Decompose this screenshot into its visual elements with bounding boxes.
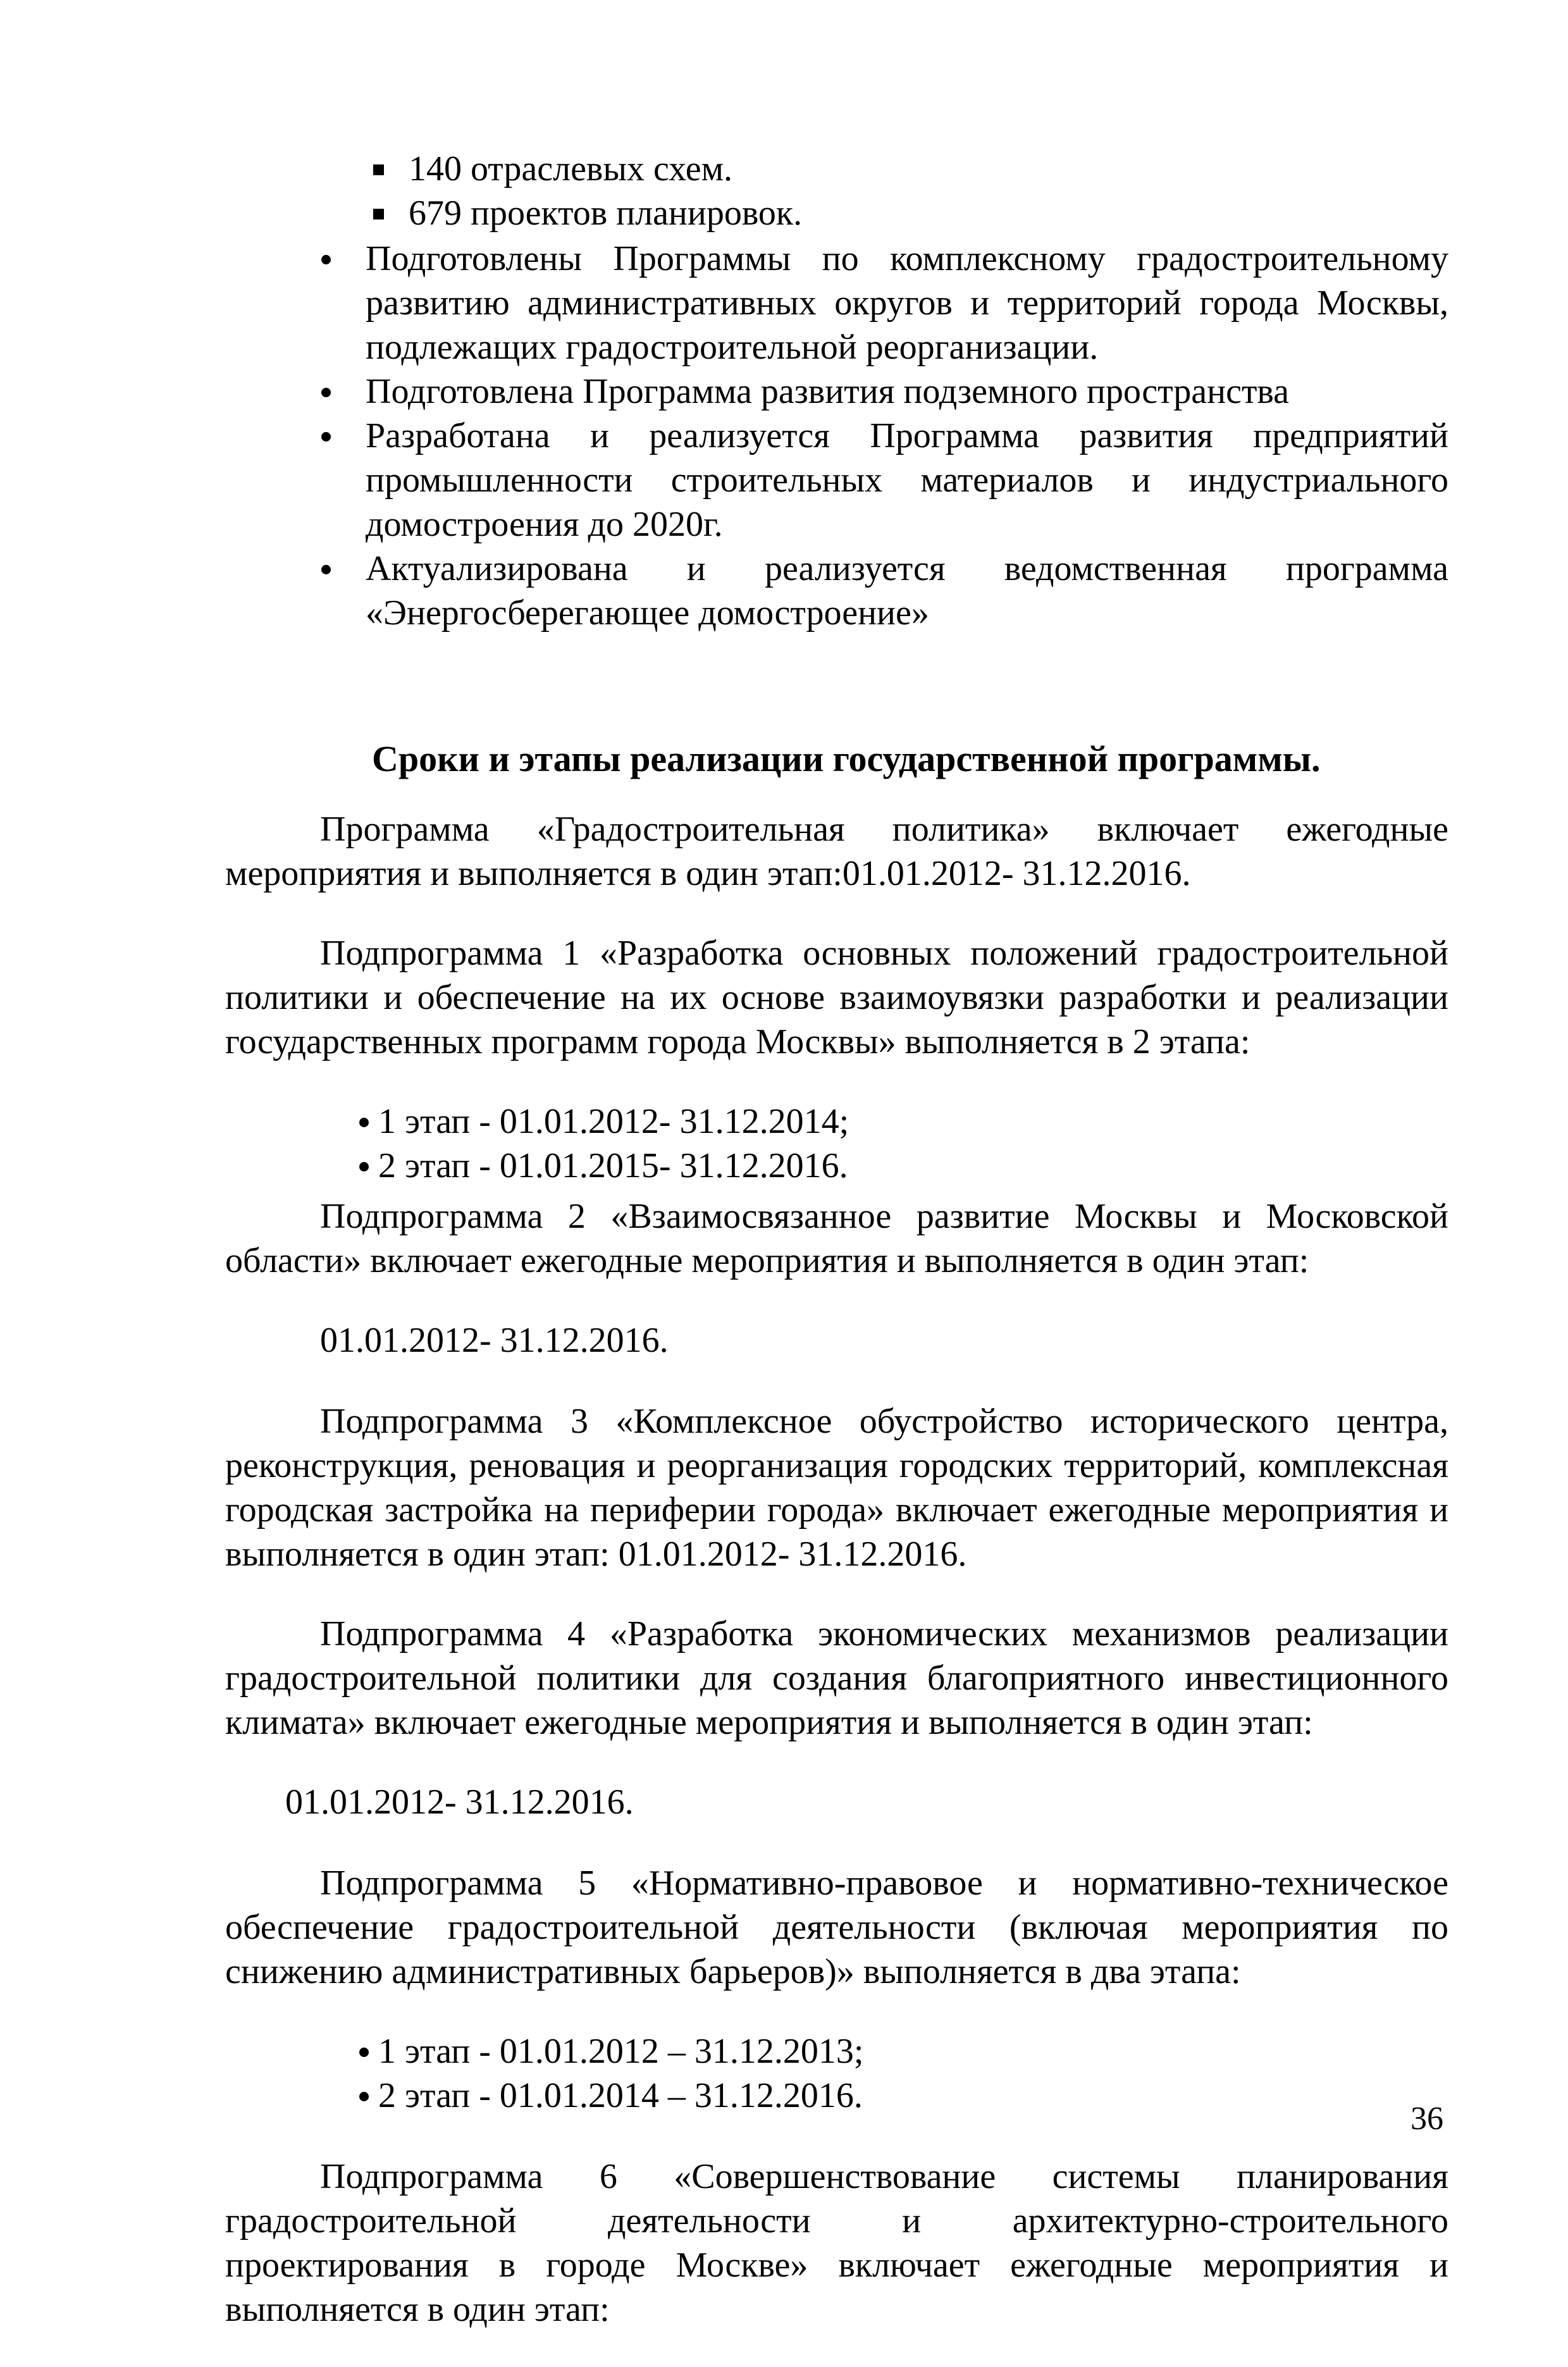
list-item xyxy=(225,369,1448,414)
paragraph-subprogram-2: Подпрограмма 2 «Взаимосвязанное развитие Москвы и Московской области» включает ежегодные мероприятия и выполняется в один этап: xyxy=(225,1197,1448,1280)
round-bullet-icon xyxy=(359,2048,369,2057)
round-bullet-icon xyxy=(321,255,331,264)
page-number: 36 xyxy=(1411,2101,1443,2137)
paragraph-subprogram-6: Подпрограмма 6 «Совершенствование системы планирования градостроительной деятельности и архитектурно-строительного проектирования в городе Москве» включает ежегодные мероприятия и выполняется в один этап: xyxy=(225,2157,1448,2329)
date-range: 01.01.2012- 31.12.2016. xyxy=(285,1783,634,1822)
sub-list-item-text: 679 проектов планировок. xyxy=(409,194,803,233)
stage-text: 1 этап - 01.01.2012- 31.12.2014; xyxy=(378,1102,849,1141)
stage-item xyxy=(225,2029,1448,2073)
paragraph-subprogram-3: Подпрограмма 3 «Комплексное обустройство исторического центра, реконструкция, реновация и реорганизация городских территорий, комплексная городская застройка на периферии города» включает ежегодные мероприятия и выполняется в один этап: 01.01.2012- 31.12.2016. xyxy=(225,1402,1448,1574)
list-item-text: Актуализирована и реализуется ведомственная программа «Энергосберегающее домостроение» xyxy=(366,549,1448,633)
sub-list-item xyxy=(225,191,1448,235)
round-bullet-icon xyxy=(359,1118,369,1127)
list-item-text: Подготовлена Программа развития подземного пространства xyxy=(366,372,1289,411)
round-bullet-icon xyxy=(321,432,331,442)
list-item-text: Разработана и реализуется Программа развития предприятий промышленности строительных материалов и индустриального домостроения до 2020г. xyxy=(366,416,1448,544)
square-bullet-icon xyxy=(373,209,384,219)
stage-item xyxy=(225,1099,1448,1144)
paragraph-subprogram-1: Подпрограмма 1 «Разработка основных положений градостроительной политики и обеспечение на их основе взаимоувязки разработки и реализации государственных программ города Москвы» выполняется в 2 этапа: xyxy=(225,934,1448,1061)
list-item xyxy=(225,414,1448,547)
round-bullet-icon xyxy=(321,565,331,574)
stage-item xyxy=(225,2073,1448,2118)
page-content xyxy=(225,147,1448,2367)
date-range: 01.01.2012- 31.12.2016. xyxy=(320,1321,669,1360)
stage-item xyxy=(225,1144,1448,1188)
square-bullet-icon xyxy=(373,164,384,175)
stage-text: 2 этап - 01.01.2014 – 31.12.2016. xyxy=(378,2076,863,2115)
stage-text: 2 этап - 01.01.2015- 31.12.2016. xyxy=(378,1146,848,1185)
round-bullet-icon xyxy=(321,388,331,397)
round-bullet-icon xyxy=(359,2092,369,2101)
sub-list-item xyxy=(225,147,1448,191)
paragraph-subprogram-5: Подпрограмма 5 «Нормативно-правовое и нормативно-техническое обеспечение градостроительной деятельности (включая мероприятия по снижению административных барьеров)» выполняется в два этапа: xyxy=(225,1863,1448,1991)
list-item xyxy=(225,237,1448,369)
stage-text: 1 этап - 01.01.2012 – 31.12.2013; xyxy=(378,2032,864,2071)
list-item-text: Подготовлены Программы по комплексному градостроительному развитию административных округов и территорий города Москвы, подлежащих градостроительной реорганизации. xyxy=(366,239,1448,367)
paragraph-subprogram-4: Подпрограмма 4 «Разработка экономических механизмов реализации градостроительной политики для создания благоприятного инвестиционного климата» включает ежегодные мероприятия и выполняется в один этап: xyxy=(225,1614,1448,1742)
list-item xyxy=(225,547,1448,635)
sub-list-item-text: 140 отраслевых схем. xyxy=(409,149,733,188)
section-heading: Сроки и этапы реализации государственной программы. xyxy=(372,738,1321,779)
round-bullet-icon xyxy=(359,1162,369,1171)
paragraph-program: Программа «Градостроительная политика» включает ежегодные мероприятия и выполняется в один этап:01.01.2012- 31.12.2016. xyxy=(225,810,1448,893)
